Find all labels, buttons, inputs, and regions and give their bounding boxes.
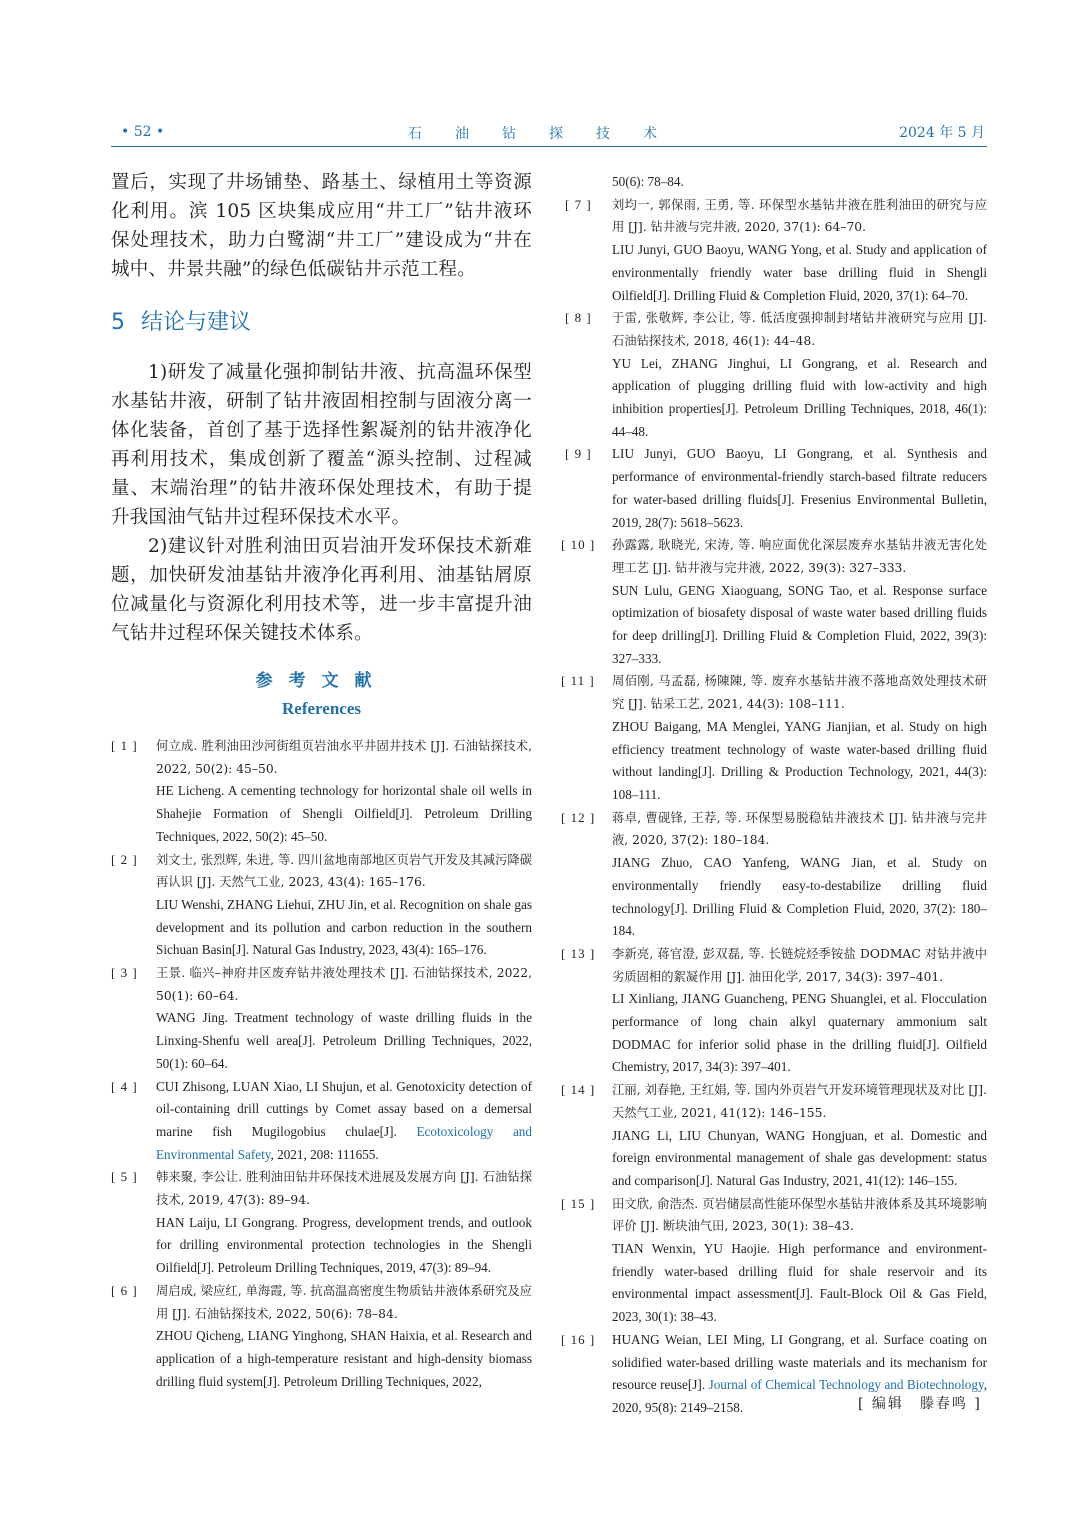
reference-chinese: 刘均一, 郭保雨, 王勇, 等. 环保型水基钻井液在胜利油田的研究与应用 [J]. 钻井液与完井液, 2020, 37(1): 64–70. <box>612 197 987 235</box>
reference-number: [ 16 ] <box>561 1331 596 1347</box>
reference-chinese: 周启成, 梁应红, 单海霞, 等. 抗高温高密度生物质钻井液体系研究及应用 [J]. 石油钻探技术, 2022, 50(6): 78–84. <box>156 1283 532 1321</box>
reference-english: HE Licheng. A cementing technology for horizontal shale oil wells in Shahejie Formation of Shengli Oilfield[J]. Petroleum Drilling Techniques, 2022, 50(2): 45–50. <box>156 783 532 844</box>
reference-number: [ 10 ] <box>561 537 596 553</box>
reference-number: [ 9 ] <box>565 446 592 462</box>
reference-item <box>561 1193 987 1329</box>
reference-number: [ 14 ] <box>561 1082 596 1098</box>
reference-english: LI Xinliang, JIANG Guancheng, PENG Shuanglei, et al. Flocculation performance of long chain alkyl quaternary ammonium salt DODMAC for inferior solid phase in the drilling fluid[J]. Oilfield Chemistry, 2017, 34(3): 397–401. <box>612 991 987 1075</box>
reference-number: [ 8 ] <box>565 310 592 326</box>
journal-name: 石油钻探技术 <box>408 126 690 142</box>
reference-chinese: 刘文士, 张烈辉, 朱进, 等. 四川盆地南部地区页岩气开发及其减污降碳再认识 [J]. 天然气工业, 2023, 43(4): 165–176. <box>156 852 532 890</box>
conclusion-paragraph-2: 2)建议针对胜利油田页岩油开发环保技术新难题，加快研发油基钻井液净化再利用、油基钻屑原位减量化与资源化利用技术等，进一步丰富提升油气钻井过程环保关键技术体系。 <box>111 536 532 644</box>
reference-number: [ 6 ] <box>111 1282 138 1298</box>
right-column <box>561 171 987 1420</box>
reference-number: [ 7 ] <box>565 196 592 212</box>
reference-item <box>111 1076 532 1167</box>
reference-item <box>567 443 987 534</box>
reference-chinese: 田文欣, 俞浩杰. 页岩储层高性能环保型水基钻井液体系及其环境影响评价 [J]. 断块油气田, 2023, 30(1): 38–43. <box>612 1196 987 1234</box>
references-list-left <box>111 735 532 1393</box>
journal-link[interactable]: Ecotoxicology and Environmental Safety <box>156 1123 532 1162</box>
page-number: • 52 • <box>121 124 165 140</box>
reference-item <box>561 534 987 670</box>
reference-item <box>567 307 987 443</box>
reference-item <box>567 194 987 308</box>
reference-continuation: 50(6): 78–84. <box>612 174 684 189</box>
conclusion-paragraph-1: 1)研发了减量化强抑制钻井液、抗高温环保型水基钻井液，研制了钻井液固相控制与固液分离一体化装备，首创了基于选择性絮凝剂的钻井液净化再利用技术，集成创新了覆盖“源头控制、过程减量、末端治理”的钻井液环保处理技术，有助于提升我国油气钻井过程环保技术水平。 <box>111 362 532 528</box>
references-list-right <box>561 194 987 1420</box>
reference-item <box>561 943 987 1079</box>
reference-english: JIANG Li, LIU Chunyan, WANG Hongjuan, et al. Domestic and foreign environmental management of shale gas development: status and comparison[J]. Natural Gas Industry, 2021, 41(12): 146–155. <box>612 1127 987 1188</box>
reference-number: [ 15 ] <box>561 1195 596 1211</box>
reference-english: WANG Jing. Treatment technology of waste drilling fluids in the Linxing-Shenfu well area[J]. Petroleum Drilling Techniques, 2022, 50(1): 60–64. <box>156 1010 532 1071</box>
reference-number: [ 1 ] <box>111 738 138 753</box>
left-column <box>111 168 532 1393</box>
references-title-cn: 参考文献 <box>255 671 388 691</box>
reference-chinese: 蒋卓, 曹砚锋, 王荐, 等. 环保型易脱稳钻井液技术 [J]. 钻井液与完井液, 2020, 37(2): 180–184. <box>612 810 987 848</box>
intro-paragraph: 置后，实现了井场铺垫、路基土、绿植用土等资源化利用。滨 105 区块集成应用“井工厂”钻井液环保处理技术，助力白鹭湖“井工厂”建设成为“井在城中、井景共融”的绿色低碳钻井示范工程。 <box>111 172 532 280</box>
reference-number: [ 5 ] <box>111 1169 138 1185</box>
reference-english: HAN Laiju, LI Gongrang. Progress, development trends, and outlook for drilling environmental protection technologies in the Shengli Oilfield[J]. Petroleum Drilling Techniques, 2019, 47(3): 89–94. <box>156 1214 532 1276</box>
reference-item <box>111 735 532 849</box>
issue-date: 2024 年 5 月 <box>899 125 985 141</box>
reference-english: JIANG Zhuo, CAO Yanfeng, WANG Jian, et al. Study on environmentally friendly easy-to-destabilize drilling fluid technology[J]. Drilling Fluid & Completion Fluid, 2020, 37(2): 180–184. <box>612 855 987 939</box>
running-header <box>111 118 987 147</box>
reference-number: [ 13 ] <box>561 945 596 961</box>
reference-number: [ 12 ] <box>561 809 596 825</box>
reference-english: LIU Junyi, GUO Baoyu, WANG Yong, et al. Study and application of environmentally friendly water base drilling fluid in Shengli Oilfield[J]. Drilling Fluid & Completion Fluid, 2020, 37(1): 64–70. <box>612 242 987 303</box>
editor-note: [ 编辑 滕春鸣 ] <box>858 1396 982 1412</box>
reference-chinese: 江丽, 刘春艳, 王红娟, 等. 国内外页岩气开发环境管理现状及对比 [J]. 天然气工业, 2021, 41(12): 146–155. <box>612 1083 987 1120</box>
section-title: 结论与建议 <box>141 310 252 335</box>
reference-item <box>111 962 532 1076</box>
reference-english: TIAN Wenxin, YU Haojie. High performance and environment-friendly water-based drilling fluid for shale reservoir and its environmental impact assessment[J]. Fault-Block Oil & Gas Field, 2023, 30(1): 38–43. <box>612 1241 987 1325</box>
reference-english: ZHOU Qicheng, LIANG Yinghong, SHAN Haixia, et al. Research and application of a high-temperature resistant and high-density biomass drilling fluid system[J]. Petroleum Drilling Techniques, 2022, <box>156 1328 532 1389</box>
section-number: 5 <box>111 310 125 335</box>
reference-number: [ 3 ] <box>111 965 138 981</box>
reference-item <box>111 1166 532 1280</box>
reference-chinese: 韩来聚, 李公让. 胜利油田钻井环保技术进展及发展方向 [J]. 石油钻探技术, 2019, 47(3): 89–94. <box>156 1170 532 1208</box>
reference-item <box>111 1280 532 1394</box>
journal-link[interactable]: Journal of Chemical Technology and Biotechnology <box>708 1377 984 1393</box>
reference-chinese: 王景. 临兴–神府井区废弃钻井液处理技术 [J]. 石油钻探技术, 2022, 50(1): 60–64. <box>156 966 532 1003</box>
reference-number: [ 4 ] <box>111 1078 138 1094</box>
reference-chinese: 李新亮, 蒋官澄, 彭双磊, 等. 长链烷烃季铵盐 DODMAC 对钻井液中劣质固相的絮凝作用 [J]. 油田化学, 2017, 34(3): 397–401. <box>612 946 987 984</box>
reference-chinese: 于雷, 张敬辉, 李公让, 等. 低活度强抑制封堵钻井液研究与应用 [J]. 石油钻探技术, 2018, 46(1): 44–48. <box>612 311 987 348</box>
section-heading <box>111 305 532 336</box>
reference-english: LIU Wenshi, ZHANG Liehui, ZHU Jin, et al. Recognition on shale gas development and its pollution and carbon reduction in the southern Sichuan Basin[J]. Natural Gas Industry, 2023, 43(4): 165–176. <box>156 896 532 958</box>
reference-english: LIU Junyi, GUO Baoyu, LI Gongrang, et al. Synthesis and performance of environmental-friendly starch-based filtrate reducers for water-based drilling fluids[J]. Fresenius Environmental Bulletin, 2019, 28(7): 5618–5623. <box>612 446 987 530</box>
reference-chinese: 孙露露, 耿晓光, 宋涛, 等. 响应面优化深层废弃水基钻井液无害化处理工艺 [J]. 钻井液与完井液, 2022, 39(3): 327–333. <box>612 538 987 575</box>
reference-chinese: 周佰刚, 马孟磊, 杨陳陳, 等. 废弃水基钻井液不落地高效处理技术研究 [J]. 钻采工艺, 2021, 44(3): 108–111. <box>612 674 987 712</box>
reference-item <box>111 849 532 963</box>
reference-english: CUI Zhisong, LUAN Xiao, LI Shujun, et al. Genotoxicity detection of oil-containing drill cuttings by Comet assay based on a demersal marine fish Mugilogobius chulae[J]. Ecotoxicology and Environmental Safety, 2021, 208: 111655. <box>156 1078 532 1162</box>
reference-number: [ 2 ] <box>111 851 138 867</box>
reference-item <box>561 807 987 943</box>
reference-english: ZHOU Baigang, MA Menglei, YANG Jianjian, et al. Study on high efficiency treatment technology of waste water-based drilling fluid without landing[J]. Drilling & Production Technology, 2021, 44(3): 108–111. <box>612 718 987 802</box>
reference-number: [ 11 ] <box>561 673 595 689</box>
reference-english: HUANG Weian, LEI Ming, LI Gongrang, et al. Surface coating on solidified water-based drilling waste materials and its mechanism for resource reuse[J]. Journal of Chemical Technology and Biotechnology, 2020, 95(8): 2149–2158. <box>612 1331 987 1415</box>
reference-item <box>561 1079 987 1193</box>
references-title-en: References <box>282 699 361 718</box>
reference-chinese: 何立成. 胜利油田沙河街组页岩油水平井固井技术 [J]. 石油钻探技术, 2022, 50(2): 45–50. <box>156 739 532 776</box>
reference-item <box>561 670 987 806</box>
reference-english: YU Lei, ZHANG Jinghui, LI Gongrang, et al. Research and application of plugging drilling fluid with low-activity and high inhibition properties[J]. Petroleum Drilling Techniques, 2018, 46(1): 44–48. <box>612 355 987 439</box>
reference-english: SUN Lulu, GENG Xiaoguang, SONG Tao, et al. Response surface optimization of biosafety disposal of waste water based drilling fluids for deep drilling[J]. Drilling Fluid & Completion Fluid, 2022, 39(3): 327–333. <box>612 582 987 666</box>
